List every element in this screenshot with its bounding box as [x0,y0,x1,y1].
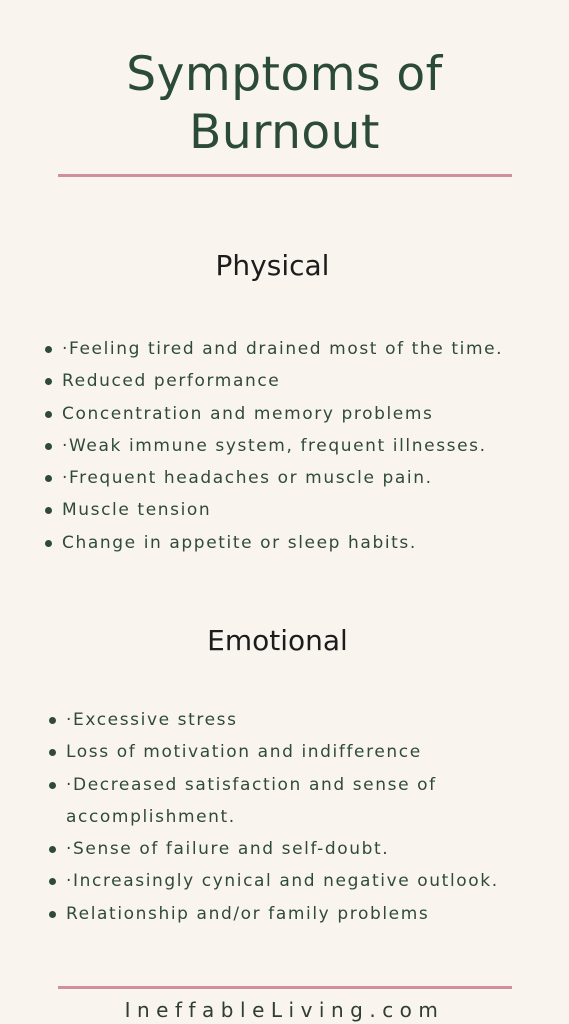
list-item: Change in appetite or sleep habits. [44,527,554,559]
list-item: ·Feeling tired and drained most of the time. [44,333,554,365]
page-title [0,46,569,162]
list-item: ·Frequent headaches or muscle pain. [44,462,554,494]
physical-heading: Physical [215,249,330,282]
title-line-2: Burnout [189,105,380,160]
list-item: ·Sense of failure and self-doubt. [48,833,553,865]
emotional-heading: Emotional [207,624,348,657]
list-item: Muscle tension [44,494,554,526]
list-item: ·Increasingly cynical and negative outlook. [48,865,553,897]
physical-symptom-list [44,333,554,559]
list-item: Concentration and memory problems [44,398,554,430]
emotional-symptom-list [48,704,553,930]
list-item: Loss of motivation and indifference [48,736,553,768]
bottom-divider [58,986,512,989]
list-item: Reduced performance [44,365,554,397]
list-item: ·Weak immune system, frequent illnesses. [44,430,554,462]
list-item: ·Decreased satisfaction and sense of accomplishment. [48,769,553,834]
list-item: ·Excessive stress [48,704,553,736]
list-item: Relationship and/or family problems [48,898,553,930]
top-divider [58,174,512,177]
title-line-1: Symptoms of [126,47,443,102]
website-footer: IneffableLiving.com [124,998,445,1022]
